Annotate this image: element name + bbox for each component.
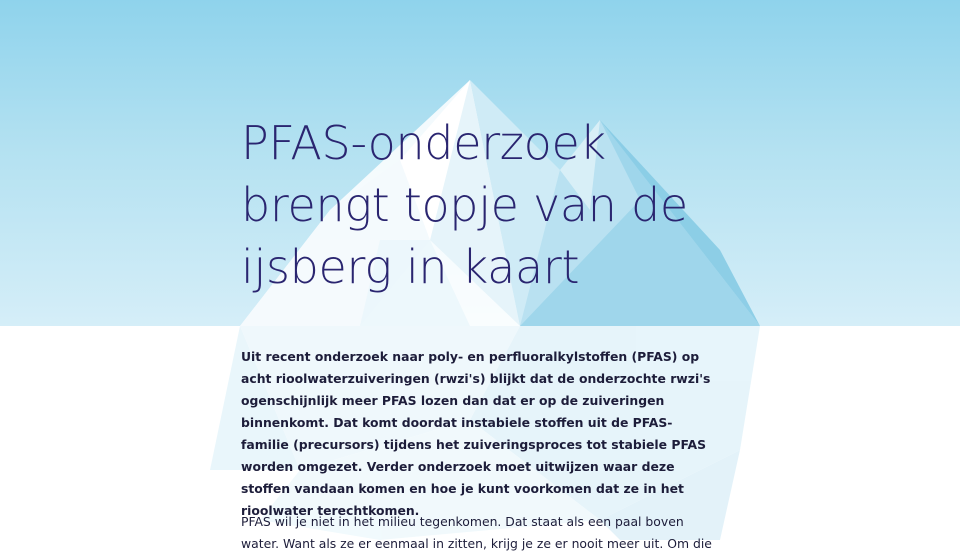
title-line-1: PFAS-onderzoek: [241, 116, 606, 170]
title-line-3: ijsberg in kaart: [241, 240, 580, 294]
body-paragraph: PFAS wil je niet in het milieu tegenkomen. Dat staat als een paal boven water. Want als ze er eenmaal in zitten, krijg je ze er nooit meer uit. Om die: [241, 514, 712, 551]
title-line-2: brengt topje van de: [241, 178, 688, 232]
page-title: [241, 112, 761, 298]
intro-paragraph: Uit recent onderzoek naar poly- en perfluoralkylstoffen (PFAS) op acht rioolwaterzuiveringen (rwzi's) blijkt dat de onderzochte rwzi's ogenschijnlijk meer PFAS lozen dan dat er op de zuiveringen binnenkomt. Dat komt doordat instabiele stoffen uit de PFAS-familie (precursors) tijdens het zuiveringsproces tot stabiele PFAS worden omgezet. Verder onderzoek moet uitwijzen waar deze stoffen vandaan komen en hoe je kunt voorkomen dat ze in het rioolwater terechtkomen.: [241, 349, 711, 518]
